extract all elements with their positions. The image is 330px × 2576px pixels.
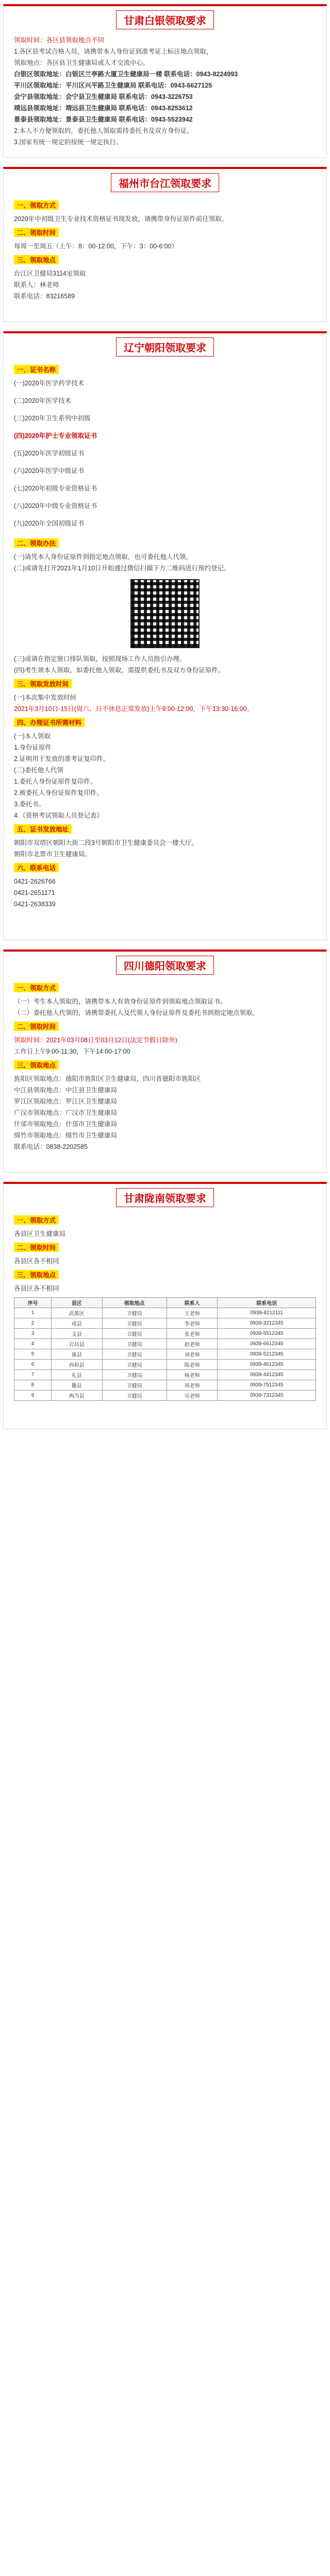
text-line: 3.委托书。 [14,801,45,808]
text-line: 景泰县领取地址：景泰县卫生健康局 联系电话：0943-5523942 [14,116,193,123]
text-line: 0421-2651171 [14,889,55,896]
text-line: 0421-2638339 [14,901,56,908]
table-header-cell: 县区 [51,1298,102,1308]
table-cell: 卫健局 [102,1308,167,1318]
table-cell: 王老师 [167,1308,218,1318]
notice-card [3,167,327,322]
text-line: 罗江区领取地点：罗江区卫生健康局 [14,1098,118,1105]
section-heading: 一、领取方式 [14,1215,59,1225]
table-row [14,1380,316,1391]
table-cell: 1 [14,1308,52,1318]
table-cell: 成县 [51,1318,102,1329]
text-line: (二)或请先打开2021年1月10日开始通过微信扫描下方二维码进行预约登记。 [14,565,230,572]
text-line: 1.各区县考试合格人员，请携带本人身份证到准考证上标注地点领取， [14,48,213,55]
list-item: (三)2020年卫生系列中初级 [14,415,91,422]
text-line: 朝阳市双塔区朝阳大街二段3号朝阳市卫生健康委员会一楼大厅。 [14,839,198,846]
table-cell: 0939-3212345 [218,1318,316,1329]
section-heading: 二、领取时间 [14,228,59,237]
table-row [14,1308,316,1318]
text-line: 白银区领取地址：白银区兰亭路大厦卫生健康局一楼 联系电话：0943-8224993 [14,71,238,78]
text-line: 1.委托人身份证原件复印件。 [14,778,97,785]
list-item: (九)2020年全国初级证书 [14,520,85,527]
table-row [14,1329,316,1339]
table-cell: 卫健局 [102,1391,167,1401]
text-line: 联系人：林老师 [14,281,59,289]
table-cell: 0939-4412345 [218,1370,316,1380]
table-cell: 宕昌县 [51,1339,102,1349]
list-item: (五)2020年医学初级证书 [14,450,85,457]
section-heading: 一、领取方式 [14,983,59,992]
table-cell: 卫健局 [102,1329,167,1339]
table-cell: 刘老师 [167,1349,218,1360]
text-line: 2.证明用于发放的准考证复印件。 [14,755,110,762]
card-title [4,337,326,357]
table-header-cell: 序号 [14,1298,52,1308]
section-heading: 一、领取方式 [14,200,59,210]
text-line: 靖远县领取地址：靖远县卫生健康局 联系电话：0943-8253612 [14,105,193,112]
table-cell: 两当县 [51,1391,102,1401]
table-header-cell: 联系人 [167,1298,218,1308]
table-cell: 李老师 [167,1318,218,1329]
text-line: 各县区各不相同 [14,1258,59,1265]
table-header-cell: 领取地点 [102,1298,167,1308]
card-title [4,173,326,192]
table-header-row [14,1298,316,1308]
section-heading: 六、联系电话 [14,863,59,872]
text-line: 联系电话：83216589 [14,293,75,300]
table-cell: 卫健局 [102,1380,167,1391]
text-line: 平川区领取地址：平川区兴平路卫生健康局 联系电话：0943-6627125 [14,82,212,89]
text-line: 0421-2626766 [14,878,56,885]
list-item: (二)2020年医学技术 [14,397,72,404]
table-cell: 0939-7312345 [218,1391,316,1401]
text-line: (四)考生须本人领取，如委托他人领取，需提供委托书及双方身份证原件。 [14,667,225,674]
table-cell: 3 [14,1329,52,1339]
table-cell: 杨老师 [167,1370,218,1380]
table-cell: 5 [14,1349,52,1360]
table-row [14,1349,316,1360]
text-line: 2021年3月10日-15日(周六、日不休息正常发放)上午9:00-12:00，下午13:30-16:00。 [14,705,254,713]
table-cell: 赵老师 [167,1339,218,1349]
text-line: (三)或请在指定窗口排队领取，按照现场工作人员指引办理。 [14,655,186,663]
section-heading: 三、领取地点 [14,1060,59,1070]
table-cell: 4 [14,1339,52,1349]
text-line: 领取时间：各区县领取地点不同 [14,37,105,44]
text-line: (一)本次集中发放时间 [14,694,76,701]
text-line: 联系电话：0838-2202585 [14,1143,88,1150]
text-line: 领取地点：各区县卫生健康局或人才交流中心。 [14,59,150,66]
section-heading: 二、领取时间 [14,1022,59,1031]
table-cell: 0939-7512345 [218,1380,316,1391]
text-line: (一)请凭本人身份证原件到指定地点领取，也可委托他人代领。 [14,553,192,561]
table-cell: 0939-4612345 [218,1360,316,1370]
card-title-text: 甘肃陇南领取要求 [116,1188,214,1207]
table-cell: 文县 [51,1329,102,1339]
table-cell: 礼县 [51,1370,102,1380]
table-cell: 武都区 [51,1308,102,1318]
section-heading: 五、证书发放地址 [14,824,72,834]
table-cell: 7 [14,1370,52,1380]
text-line: 台江区卫健局3114室领取 [14,270,86,277]
table-cell: 张老师 [167,1329,218,1339]
text-line: 绵竹市领取地点：绵竹市卫生健康局 [14,1132,118,1139]
text-line: 中江县领取地点：中江县卫生健康局 [14,1087,118,1094]
table-cell: 徽县 [51,1380,102,1391]
notice-card [3,950,327,1173]
notice-card [3,331,327,940]
card-title [4,1188,326,1207]
table-cell: 卫健局 [102,1318,167,1329]
table-cell: 康县 [51,1349,102,1360]
table-header-cell: 联系电话 [218,1298,316,1308]
text-line: 4.《资格考试领取人员登记表》 [14,812,103,819]
table-cell: 0939-5512345 [218,1329,316,1339]
section-heading: 三、领取地点 [14,1270,59,1279]
table-cell: 0939-6612345 [218,1339,316,1349]
card-title-text: 福州市台江领取要求 [111,173,219,192]
list-item: (八)2020年中级专业资格证书 [14,502,97,510]
text-line: 每周一至周五（上午：8：00-12:00，下午：3：00-6:00） [14,243,178,250]
table-cell: 陈老师 [167,1360,218,1370]
section-heading: 二、领取时间 [14,1243,59,1252]
section-heading: 四、办理证书所需材料 [14,718,85,727]
text-line: 各县区各不相同 [14,1285,59,1292]
text-line: 2020年中初级卫生专业技术资格证书现发放，请携带身份证原件前往领取。 [14,215,228,223]
text-line: 各县区卫生健康局 [14,1230,66,1238]
table-cell: 卫健局 [102,1349,167,1360]
table-row [14,1339,316,1349]
text-line: 会宁县领取地址：会宁县卫生健康局 联系电话：0943-3226753 [14,93,193,100]
card-title-text: 四川德阳领取要求 [116,956,214,975]
table-cell: 0939-8212111 [218,1308,316,1318]
list-item: (七)2020年初级专业资格证书 [14,485,97,492]
notice-card [3,4,327,158]
section-heading: 三、领取地点 [14,255,59,264]
list-item: (四)2020年护士专业领取证书 [14,432,97,439]
list-item: (六)2020年医学中级证书 [14,467,85,474]
table-cell: 周老师 [167,1380,218,1391]
table-cell: 2 [14,1318,52,1329]
card-title-text: 辽宁朝阳领取要求 [116,337,214,357]
table-cell: 8 [14,1380,52,1391]
section-heading: 二、领取办法 [14,538,59,548]
page-root [0,4,330,1429]
table-row [14,1360,316,1370]
text-line: 工作日上午9:00-11:30，下午14:00-17:00 [14,1048,130,1055]
table-cell: 西和县 [51,1360,102,1370]
table-cell: 卫健局 [102,1339,167,1349]
text-line: 领取时间：2021年03月08日至03月12日(法定节假日除外) [14,1037,177,1044]
section-heading: 一、证书名称 [14,365,59,374]
text-line: 什邡市领取地点：什邡市卫生健康局 [14,1121,118,1128]
table-cell: 卫健局 [102,1360,167,1370]
contact-table [14,1297,316,1401]
qr-code[interactable] [130,579,200,648]
table-row [14,1370,316,1380]
card-title [4,10,326,29]
notice-card [3,1182,327,1429]
text-line: 2.本人不方便领取的，委托他人领取需持委托书及双方身份证。 [14,127,193,134]
text-line: 旌阳区领取地点：德阳市旌阳区卫生健康局，四川省德阳市旌阳区 [14,1075,201,1082]
table-cell: 吴老师 [167,1391,218,1401]
text-line: （二）委托他人代领的，请携带委托人及代领人身份证原件及委托书到指定地点领取。 [14,1009,259,1016]
table-cell: 6 [14,1360,52,1370]
card-title [4,956,326,975]
text-line: 2.被委托人身份证原件复印件。 [14,789,103,796]
text-line: (一)本人领取 [14,733,51,740]
table-cell: 9 [14,1391,52,1401]
table-row [14,1391,316,1401]
text-line: (二)委托他人代领 [14,767,63,774]
text-line: 3.国家有统一规定的按统一规定执行。 [14,139,123,146]
text-line: 朝阳市北票市卫生健康局。 [14,851,92,858]
section-heading: 三、领取发放时间 [14,679,72,688]
text-line: （一）考生本人领取的，请携带本人有效身份证原件到领取地点领取证书。 [14,998,227,1005]
list-item: (一)2020年医学药学技术 [14,380,85,387]
text-line: 1.身份证原件 [14,744,52,751]
table-row [14,1318,316,1329]
table-cell: 卫健局 [102,1370,167,1380]
table-cell: 0939-5212345 [218,1349,316,1360]
text-line: 广汉市领取地点：广汉市卫生健康局 [14,1109,118,1116]
card-title-text: 甘肃白银领取要求 [116,10,214,29]
